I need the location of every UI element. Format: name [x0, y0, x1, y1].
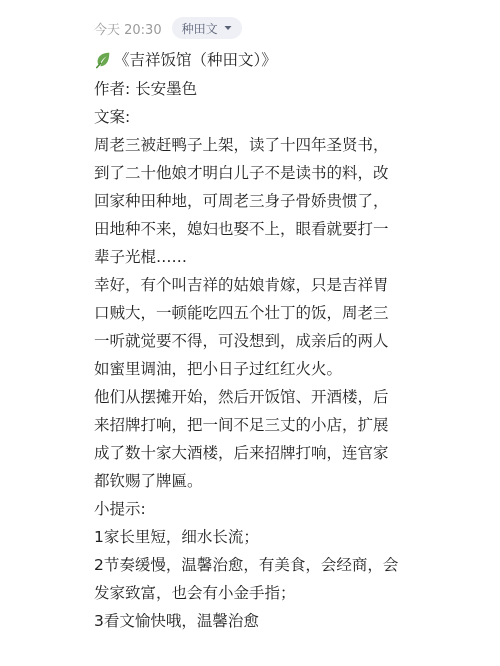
body-line: 发家致富，也会有小金手指； [94, 584, 296, 602]
body-line: 1家长里短，细水长流； [94, 528, 259, 546]
body-line: 周老三被赶鸭子上架，读了十四年圣贤书， [94, 136, 389, 154]
body-line: 成了数十家大酒楼，后来招牌打响，连官家 [94, 444, 389, 462]
body-line: 如蜜里调油，把小日子过红红火火。 [94, 360, 343, 378]
body-line: 到了二十他娘才明白儿子不是读书的料，改 [94, 164, 389, 182]
body-line: 田地种不来，媳妇也娶不上，眼看就要打一 [94, 220, 389, 238]
body-line: 3看文愉快哦，温馨治愈 [94, 612, 259, 630]
body-line: 他们从摆摊开始，然后开饭馆、开酒楼，后 [94, 388, 389, 406]
synopsis-label: 文案: [94, 108, 131, 126]
body-line: 都钦赐了牌匾。 [94, 472, 203, 490]
body-line: 一听就觉要不得，可没想到，成亲后的两人 [94, 332, 389, 350]
post-author: 作者: 长安墨色 [94, 80, 198, 98]
body-line: 回家种田种地，可周老三身子骨娇贵惯了， [94, 192, 389, 210]
body-line: 口贼大，一顿能吃四五个壮丁的饭，周老三 [94, 304, 389, 322]
post-title-row [94, 45, 424, 75]
body-line: 来招牌打响，把一间不足三丈的小店，扩展 [94, 416, 389, 434]
post-body [94, 131, 424, 635]
body-line: 小提示: [94, 500, 146, 518]
body-line: 2节奏缓慢，温馨治愈，有美食，会经商，会 [94, 556, 399, 574]
post-time: 今天 20:30 [94, 22, 162, 38]
chevron-down-icon [223, 23, 233, 33]
topic-tag[interactable] [172, 17, 242, 39]
topic-tag-label: 种田文 [181, 21, 218, 36]
body-line: 辈子光棍…… [94, 248, 188, 266]
post-meta-bar [94, 16, 242, 40]
body-line: 幸好，有个叫吉祥的姑娘肯嫁，只是吉祥胃 [94, 276, 389, 294]
post-content [94, 45, 424, 635]
post-title: 《吉祥饭馆（种田文）》 [114, 51, 277, 69]
leaf-icon [94, 51, 112, 69]
